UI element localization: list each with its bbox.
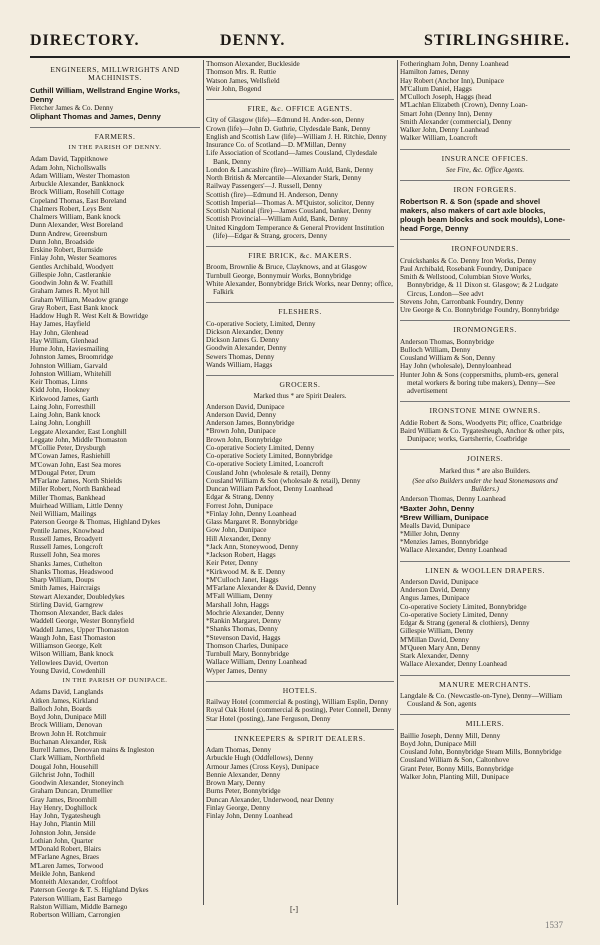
list-entry: North British & Mercantile—Alexander Stark, Denny — [206, 174, 362, 182]
list-entry: M'Farlane Agnes, Braes — [30, 853, 99, 862]
list-entry: Miller Thomas, Bankhead — [30, 493, 106, 502]
list-entry: M'Farlane James, North Shields — [30, 477, 122, 485]
list-entry: Stevens John, Carronbank Foundry, Denny — [400, 297, 524, 306]
list-entry: *Kirkwood M. & E. Denny — [206, 567, 286, 576]
list-entry: Meikle John, Bankend — [30, 869, 95, 878]
list-entry: Forrest John, Dunipace — [206, 501, 273, 510]
section-heading-manure: MANURE MERCHANTS. — [400, 675, 570, 689]
joiners-note-2: (See also Builders under the head Stonemasons and Builders.) — [412, 476, 558, 493]
list-entry: *Rankin Margaret, Denny — [206, 617, 282, 625]
list-entry: Gow John, Dunipace — [206, 526, 267, 535]
header-center: DENNY. — [220, 32, 286, 49]
grocers-list — [206, 403, 394, 675]
list-entry: Miller Robert, North Bankhead — [30, 485, 121, 494]
list-entry: Scottish Provincial—William Auld, Bank, Denny — [206, 215, 349, 224]
section-heading-grocers: GROCERS. — [206, 375, 394, 389]
list-entry: M'Laren James, Torwood — [30, 861, 104, 870]
list-entry: Mochrie Alexander, Denny — [206, 608, 285, 617]
list-entry: Ralston William, Middle Barnego — [30, 902, 128, 911]
list-entry: Hay Henry, Doghillock — [30, 803, 98, 812]
list-entry: *Brown John, Dunipace — [206, 427, 276, 436]
list-entry: *Jack Ann, Stoneywood, Denny — [206, 542, 299, 551]
list-entry: Mealls David, Dunipace — [400, 521, 471, 530]
header-right: STIRLINGSHIRE. — [423, 32, 570, 49]
list-entry: Cousland John, Bonnybridge Steam Mills, Bonnybridge — [400, 748, 562, 756]
list-entry: Balloch John, Boards — [30, 704, 92, 713]
section-heading-ironmongers: IRONMONGERS. — [400, 320, 570, 334]
list-entry: Wallace William, Denny Loanhead — [206, 658, 307, 667]
list-entry: Erskine Robert, Burnside — [30, 246, 103, 254]
ironmongers-list — [400, 338, 570, 396]
list-entry: Turnbull Mary, Bonnybridge — [206, 650, 289, 658]
list-entry: Paterson William, East Barnego — [30, 894, 122, 903]
list-entry: Sharp William, Doups — [30, 576, 95, 584]
list-entry: *Finlay John, Denny Loanhead — [206, 509, 297, 518]
list-entry: Clark William, Northfield — [30, 754, 105, 763]
list-entry: Smart John (Denny Inn), Denny — [400, 109, 493, 118]
list-entry: Kidd John, Hookney — [30, 386, 90, 395]
continued-list — [400, 60, 570, 143]
list-entry: Finlay George, Denny — [206, 803, 270, 812]
section-heading-linen: LINEN & WOOLLEN DRAPERS. — [400, 561, 570, 575]
list-entry: Cousland William & Son (wholesale & retail), Denny — [206, 476, 361, 485]
list-entry: Gray Robert, East Bank knock — [30, 303, 119, 312]
millers-list — [400, 732, 570, 782]
list-entry: Aitken James, Kirkland — [30, 696, 99, 705]
list-entry: Anderson James, Bonnybridge — [206, 419, 295, 427]
list-entry: Railway Hotel (commercial & posting), William Esplin, Denny — [206, 698, 389, 706]
list-entry: Adam David, Tappitknowe — [30, 155, 108, 164]
list-entry: Boyd John, Dunipace Mill — [400, 739, 477, 748]
list-entry: Wyper James, Denny — [206, 666, 268, 675]
list-entry: Ure George & Co. Bonnybridge Foundry, Bonnybridge — [400, 306, 560, 314]
manure-list — [400, 692, 570, 709]
section-heading-insurance: INSURANCE OFFICES. — [400, 149, 570, 163]
list-entry: M'Millan David, Denny — [400, 635, 469, 644]
list-entry: Young David, Cowdenhill — [30, 666, 106, 675]
list-entry: Adams David, Langlands — [30, 688, 104, 697]
list-entry: Weir John, Bogend — [206, 84, 262, 93]
list-entry: Dickson James G. Denny — [206, 336, 280, 344]
list-entry: Bennie Alexander, Denny — [206, 770, 281, 779]
list-entry: Arbuckle Alexander, Bankknock — [30, 180, 125, 188]
joiners-list-a — [400, 495, 570, 503]
list-entry: Wallace Alexander, Denny Loanhead — [400, 660, 507, 669]
joiners-entry-bold-2: *Brew William, Dunipace — [400, 512, 489, 522]
fire-office-list — [206, 116, 394, 240]
list-entry: Laing John, Bank knock — [30, 411, 101, 419]
farmers-dunipace-list — [30, 688, 200, 919]
list-entry: Laing John, Forresthill — [30, 402, 96, 411]
list-entry: Kirkwood James, Garth — [30, 394, 99, 403]
list-entry: M'Cowan James, Rashiehill — [30, 452, 111, 461]
list-entry: Johnston William, Whitehill — [30, 369, 112, 378]
list-entry: Hamilton James, Denny — [400, 68, 470, 77]
list-entry: Dunn John, Broadside — [30, 237, 95, 246]
list-entry: Waddell James, Upper Thomaston — [30, 625, 129, 634]
list-entry: Leggate Alexander, East Longhill — [30, 427, 127, 436]
list-entry: Co-operative Society, Limited, Denny — [206, 319, 316, 328]
list-entry: Angus James, Dunipace — [400, 594, 470, 603]
list-entry: Waddell George, Wester Bonnyfield — [30, 617, 134, 626]
list-entry: Marshall John, Haggs — [206, 600, 269, 609]
list-entry: Brock William, Rosehill Cottage — [30, 188, 125, 197]
list-entry: Yellowlees David, Overton — [30, 658, 109, 667]
joiners-note: Marked thus * are also Builders. — [439, 466, 531, 475]
list-entry: Chalmers William, Bank knock — [30, 213, 121, 221]
list-entry: Goodwin John & W. Feathill — [30, 279, 113, 287]
list-entry: Grant Peter, Bonny Mills, Bonnybridge — [400, 764, 514, 773]
section-heading-fleshers: FLESHERS. — [206, 302, 394, 316]
list-entry: Buchanan Alexander, Risk — [30, 737, 107, 746]
list-entry: Baird William & Co. Tygatesheugh, Anchor & other pits, Dunipace; works, Gartsherrie, Coatbridge — [400, 426, 565, 443]
list-entry: Gray James, Broomhill — [30, 795, 97, 804]
list-entry: Bulloch William, Denny — [400, 345, 471, 354]
list-entry: Scottish Imperial—Thomas A. M'Quistor, solicitor, Denny — [206, 198, 375, 207]
list-entry: *Menzies James, Bonnybridge — [400, 538, 489, 546]
list-entry: Hill Alexander, Denny — [206, 534, 271, 543]
list-entry: Brown John H. Rotchmuir — [30, 729, 107, 738]
page-mark: [-] — [290, 905, 298, 914]
list-entry: White Alexander, Bonnybridge Brick Works, near Denny; office, Falkirk — [206, 279, 393, 296]
list-entry: Russell James, Broadyett — [30, 534, 103, 543]
list-entry: Waugh John, East Thomaston — [30, 633, 116, 642]
list-entry: Duncan William Parkfoot, Denny Loanhead — [206, 485, 333, 493]
list-entry: Finlay John, Wester Seamores — [30, 254, 117, 263]
list-entry: Keir Peter, Denny — [206, 559, 258, 568]
list-entry: Thomson Charles, Dunipace — [206, 641, 289, 650]
list-entry: Thomson Mrs. R. Ruttie — [206, 68, 277, 77]
list-entry: Thomson Alexander, Back dales — [30, 609, 124, 617]
list-entry: Brown John, Bonnybridge — [206, 435, 283, 444]
list-entry: M'Farlane Alexander & David, Denny — [206, 584, 317, 592]
list-entry: Royal Oak Hotel (commercial & posting), Peter Connell, Denny — [206, 706, 392, 715]
list-entry: Insurance Co. of Scotland—D. M'Millan, Denny — [206, 141, 347, 149]
list-entry: Hay William, Glenhead — [30, 336, 99, 345]
list-entry: Smith & Wellstood, Columbian Stove Works, Bonnybridge, & 11 Dixon st. Glasgow; & 2 Ludgate Circus, London—See advt — [400, 273, 559, 298]
list-entry: Cousland John (wholesale & retail), Denny — [206, 468, 331, 477]
list-entry: Co-operative Society Limited, Bonnybridge — [206, 452, 333, 460]
hotels-list — [206, 698, 394, 723]
list-entry: Adam John, Nichollswalls — [30, 163, 107, 172]
list-entry: Neil William, Mailings — [30, 510, 97, 518]
list-entry: Burrell James, Denovan mains & Ingleston — [30, 746, 155, 754]
list-entry: Hay John, Glenhead — [30, 328, 89, 337]
list-entry: M'Collie Peter, Drysburgh — [30, 444, 106, 452]
list-entry: Stark Alexander, Denny — [400, 652, 469, 660]
list-entry: Russell John, Sea mores — [30, 551, 100, 560]
list-entry: Johnston John, Jenside — [30, 828, 96, 837]
iron-forgers-entry-bold: Robertson R. & Son (spade and shovel makers, also makers of cart axle blocks, plough beam blocks and sock moulds), Lone-head Forge, Denny — [400, 197, 565, 234]
list-entry: Muirhead William, Little Denny — [30, 501, 123, 510]
list-entry: Leggate John, Middle Thomaston — [30, 435, 127, 444]
list-entry: M'Donald Robert, Blairs — [30, 845, 101, 853]
list-entry: Stewart Alexander, Doubledykes — [30, 592, 125, 601]
page-header — [30, 30, 570, 58]
list-entry: Adam Thomas, Denny — [206, 746, 272, 754]
list-entry: Arbuckle Hugh (Oddfellows), Denny — [206, 754, 314, 763]
list-entry: Baillie Joseph, Denny Mill, Denny — [400, 731, 501, 740]
list-entry: Co-operative Society Limited, Bonnybridge — [400, 602, 527, 611]
section-heading-ironstone: IRONSTONE MINE OWNERS. — [400, 401, 570, 415]
list-entry: Cousland William & Son, Denny — [400, 354, 496, 362]
list-entry: Hay Robert (Anchor Inn), Dunipace — [400, 76, 504, 85]
list-entry: Railway Passengers'—J. Russell, Denny — [206, 182, 323, 191]
list-entry: M'Fall William, Denny — [206, 592, 273, 601]
list-entry: Co-operative Society Limited, Denny — [206, 443, 315, 452]
engineers-entry-bold: Cuthill William, Wellstrand Engine Works, Denny — [30, 85, 180, 104]
list-entry: Stirling David, Garngrew — [30, 600, 104, 609]
list-entry: Walker John, Denny Loanhead — [400, 126, 489, 134]
ironfounders-list — [400, 257, 570, 315]
header-left: DIRECTORY. — [30, 32, 140, 49]
linen-drapers-list — [400, 578, 570, 669]
list-entry: Anderson David, Denny — [400, 586, 471, 594]
list-entry: Langdale & Co. (Newcastle-on-Tyne), Denny—William Cousland & Son, agents — [400, 691, 563, 708]
list-entry: Graham James R. Myot hill — [30, 287, 110, 296]
list-entry: Walker John, Planting Mill, Dunipace — [400, 772, 509, 781]
list-entry: Gilchrist John, Todhill — [30, 770, 95, 779]
list-entry: Scottish (fire)—Edmund H. Anderson, Denny — [206, 190, 339, 199]
section-heading-innkeepers: INNKEEPERS & SPIRIT DEALERS. — [206, 729, 394, 743]
list-entry: Hume John, Haviesmailing — [30, 345, 109, 353]
list-entry: Johnston William, Garvald — [30, 361, 108, 370]
list-entry: Lothian John, Quarter — [30, 836, 94, 845]
list-entry: Smith James, Haircraigs — [30, 584, 101, 593]
list-entry: Glass Margaret R. Bonnybridge — [206, 518, 298, 526]
list-entry: Smith Alexander (commercial), Denny — [400, 117, 512, 126]
list-entry: Keir Thomas, Linns — [30, 378, 88, 386]
list-entry: Dougal John, Househill — [30, 762, 99, 771]
list-entry: *Shanks Thomas, Denny — [206, 625, 278, 634]
innkeepers-list — [206, 746, 394, 820]
list-entry: Hay John (wholesale), Dennyloanhead — [400, 362, 512, 371]
list-entry: Cruickshanks & Co. Denny Iron Works, Denny — [400, 256, 537, 265]
list-entry: Sewers Thomas, Denny — [206, 352, 275, 361]
list-entry: Cousland William & Son, Caltonhove — [400, 756, 510, 765]
list-entry: English and Scottish Law (life)—William J. H. Ritchie, Denny — [206, 132, 387, 141]
list-entry: Johnston James, Broomridge — [30, 353, 114, 362]
section-heading-fire-office: FIRE, &c. OFFICE AGENTS. — [206, 99, 394, 113]
list-entry: Armour James (Cross Keys), Dunipace — [206, 762, 319, 771]
list-entry: M'Queen Mary Ann, Denny — [400, 643, 481, 652]
list-entry: Brown Mary, Denny — [206, 779, 266, 787]
list-entry: Anderson David, Dunipace — [206, 402, 285, 411]
list-entry: Anderson Thomas, Denny Loanhead — [400, 495, 506, 504]
list-entry: Anderson David, Dunipace — [400, 577, 479, 586]
list-entry: Walker William, Loancroft — [400, 134, 478, 143]
list-entry: M'Callum Daniel, Haggs — [400, 84, 472, 93]
list-entry: Wilson William, Bank knock — [30, 650, 114, 659]
list-entry: *Jackson Robert, Haggs — [206, 551, 276, 559]
section-heading-farmers: FARMERS. — [30, 127, 200, 141]
ironstone-list — [400, 419, 570, 444]
list-entry: *M'Culloch Janet, Haggs — [206, 575, 279, 584]
section-heading-fire-brick: FIRE BRICK, &c. MAKERS. — [206, 246, 394, 260]
section-heading-ironfounders: IRONFOUNDERS. — [400, 239, 570, 253]
list-entry: City of Glasgow (life)—Edmund H. Ander-son, Denny — [206, 116, 365, 125]
list-entry: Co-operative Society Limited, Loancroft — [206, 460, 324, 469]
list-entry: Thomson Alexander, Buckleside — [206, 60, 300, 68]
farmers-denny-list — [30, 155, 200, 675]
list-entry: Hay John, Plantin Mill — [30, 820, 96, 829]
engineers-entry-bold-2: Oliphant Thomas and James, Denny — [30, 111, 161, 121]
list-entry: Chalmers Robert, Leys Bent — [30, 204, 112, 213]
list-entry: Dunn Andrew, Greensburn — [30, 229, 108, 238]
list-entry: Dickson Alexander, Denny — [206, 327, 284, 336]
list-entry: *Stevenson David, Haggs — [206, 633, 281, 642]
list-entry: Life Association of Scotland—James Cousland, Clydesdale Bank, Denny — [206, 149, 378, 166]
list-entry: Goodwin Alexander, Stoneyinch — [30, 779, 124, 787]
list-entry: Williamson George, Kelt — [30, 642, 103, 650]
list-entry: Crown (life)—John D. Guthrie, Clydesdale Bank, Denny — [206, 124, 371, 133]
continued-list — [206, 60, 394, 93]
list-entry: Turnbull George, Bonnymuir Works, Bonnybridge — [206, 271, 352, 280]
list-entry: Broom, Brownlie & Bruce, Clayknows, and at Glasgow — [206, 263, 367, 272]
list-entry: Pentile James, Knowhead — [30, 526, 105, 535]
list-entry: Paul Archibald, Rosebank Foundry, Dunipace — [400, 264, 532, 273]
list-entry: Brock William, Denovan — [30, 721, 103, 730]
list-entry: Burns Peter, Bonnybridge — [206, 787, 281, 796]
list-entry: Duncan Alexander, Underwood, near Denny — [206, 795, 334, 804]
insurance-note: See Fire, &c. Office Agents. — [445, 165, 525, 174]
section-heading-millers: MILLERS. — [400, 714, 570, 728]
joiners-entry-bold-1: *Baxter John, Denny — [400, 503, 475, 513]
list-entry: Edgar & Strang (general & clothiers), Denny — [400, 619, 530, 627]
list-entry: Finlay John, Denny Loanhead — [206, 812, 293, 820]
list-entry: Wallace Alexander, Denny Loanhead — [400, 546, 507, 555]
column-3 — [400, 60, 570, 905]
list-entry: M'Dougal Peter, Drum — [30, 468, 96, 477]
list-entry: Edgar & Strang, Denny — [206, 493, 274, 502]
list-entry: Anderson Thomas, Bonnybridge — [400, 337, 494, 346]
list-entry: Fletcher James & Co. Denny — [30, 103, 114, 112]
list-entry: Haddow Hugh R. West Kelt & Bowridge — [30, 312, 149, 320]
list-entry: Goodwin Alexander, Denny — [206, 344, 287, 353]
list-entry: Copeland Thomas, East Boreland — [30, 196, 127, 205]
section-heading-engineers: ENGINEERS, MILLWRIGHTS AND MACHINISTS. — [50, 65, 180, 83]
list-entry: Boyd John, Dunipace Mill — [30, 713, 107, 721]
list-entry: Watson James, Wellsfield — [206, 76, 280, 85]
list-entry: London & Lancashire (fire)—William Auld, Bank, Denny — [206, 165, 374, 174]
list-entry: Adam William, Wester Thomaston — [30, 171, 130, 180]
page-reference-number: 1537 — [545, 920, 563, 930]
list-entry: Monteith Alexander, Croftfoot — [30, 878, 118, 886]
list-entry: Graham Duncan, Drumellier — [30, 787, 113, 796]
list-entry: Anderson David, Denny — [206, 410, 277, 419]
farmers-subheading-dunipace: IN THE PARISH OF DUNIPACE. — [62, 677, 168, 684]
engineers-list — [30, 104, 200, 112]
list-entry: Russell James, Longcroft — [30, 543, 103, 551]
list-entry: Hay James, Hayfield — [30, 320, 91, 329]
list-entry: Gillespie William, Denny — [400, 627, 474, 636]
list-entry: M'Cowan John, East Sea mores — [30, 460, 121, 469]
list-entry: Graham William, Meadow grange — [30, 295, 129, 304]
list-entry: Hay John, Tygatesheugh — [30, 812, 101, 820]
list-entry: Wands William, Haggs — [206, 360, 273, 369]
list-entry: M'Lachlan Elizabeth (Crown), Denny Loan- — [400, 101, 528, 110]
section-heading-hotels: HOTELS. — [206, 681, 394, 695]
list-entry: Fotheringham John, Denny Loanhead — [400, 60, 509, 68]
column-2 — [206, 60, 398, 905]
fire-brick-list — [206, 263, 394, 296]
list-entry: Shanks Thomas, Headswood — [30, 567, 114, 576]
list-entry: M'Culloch Joseph, Haggs (head — [400, 93, 492, 101]
list-entry: Gillespie John, Castlerankie — [30, 270, 111, 279]
list-entry: Paterson George & Thomas, Highland Dykes — [30, 518, 161, 527]
list-entry: Scottish National (fire)—James Cousland, banker, Denny — [206, 207, 372, 215]
joiners-list-b — [400, 522, 570, 555]
list-entry: Dunn Alexander, West Boreland — [30, 221, 123, 230]
section-heading-iron-forgers: IRON FORGERS. — [400, 180, 570, 194]
list-entry: *Miller John, Denny — [400, 529, 460, 538]
farmers-subheading-denny: IN THE PARISH OF DENNY. — [68, 144, 162, 151]
list-entry: Hunter John & Sons (coppersmiths, plumb-ers, general metal workers & boring tube makers), Denny—See advertisement — [400, 370, 559, 395]
list-entry: Co-operative Society Limited, Denny — [400, 610, 509, 619]
list-entry: Shanks James, Cuthelton — [30, 559, 103, 568]
list-entry: Laing John, Longhill — [30, 419, 91, 428]
list-entry: Star Hotel (posting), Jane Ferguson, Denny — [206, 714, 331, 723]
section-heading-joiners: JOINERS. — [400, 449, 570, 463]
list-entry: Robertson William, Carrongien — [30, 911, 121, 919]
column-1 — [30, 60, 204, 919]
list-entry: Gentles Archibald, Woodyett — [30, 262, 114, 271]
fleshers-list — [206, 320, 394, 370]
grocers-note: Marked thus * are Spirit Dealers. — [253, 392, 347, 401]
list-entry: Addie Robert & Sons, Woodyetts Pit; office, Coatbridge — [400, 418, 562, 427]
list-entry: United Kingdom Temperance & General Provident Institution (life)—Edgar & Strang, grocers, Denny — [206, 223, 385, 240]
list-entry: Paterson George & T. S. Highland Dykes — [30, 886, 149, 895]
